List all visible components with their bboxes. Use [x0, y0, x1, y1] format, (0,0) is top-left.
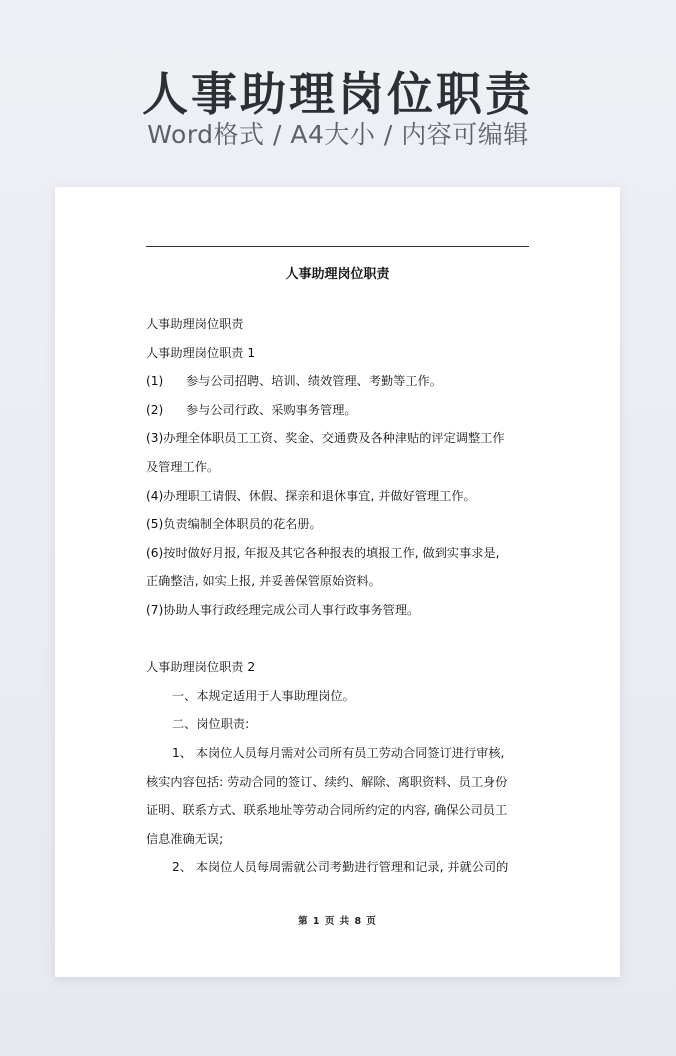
body-line: 及管理工作。	[146, 459, 220, 474]
hero-title: 人事助理岗位职责	[142, 67, 534, 121]
body-line	[146, 396, 536, 425]
body-line: (6)按时做好月报, 年报及其它各种报表的填报工作, 做到实事求是,	[146, 545, 500, 560]
body-line: (5)负责编制全体职员的花名册。	[146, 517, 322, 532]
blank-line	[146, 625, 536, 654]
body-line: (3)办理全体职员工工资、奖金、交通费及各种津贴的评定调整工作	[146, 431, 505, 446]
body-line: (7)协助人事行政经理完成公司人事行政事务管理。	[146, 602, 420, 617]
body-line	[146, 367, 536, 396]
body-line: 核实内容包括: 劳动合同的签订、续约、解除、离职资料、员工身份	[146, 774, 508, 789]
document-title: 人事助理岗位职责	[285, 267, 390, 282]
item-number: (2)	[146, 402, 164, 417]
header-rule	[146, 246, 529, 247]
hero-subtitle: Word格式 / A4大小 / 内容可编辑	[147, 120, 529, 149]
item-text: 参与公司行政、采购事务管理。	[186, 402, 357, 417]
body-line: 二、岗位职责:	[172, 717, 250, 732]
document-body	[146, 310, 536, 882]
body-line: 1、 本岗位人员每月需对公司所有员工劳动合同签订进行审核,	[172, 745, 505, 760]
section-heading: 人事助理岗位职责 2	[146, 660, 256, 675]
body-line: 正确整洁, 如实上报, 并妥善保管原始资料。	[146, 574, 381, 589]
body-line: 信息准确无误;	[146, 831, 224, 846]
item-text: 参与公司招聘、培训、绩效管理、考勤等工作。	[186, 374, 442, 389]
body-line: 人事助理岗位职责	[146, 317, 244, 331]
section-heading: 人事助理岗位职责 1	[146, 345, 256, 360]
page-number-footer: 第 1 页 共 8 页	[298, 916, 377, 927]
body-line: 一、本规定适用于人事助理岗位。	[172, 688, 355, 703]
body-line: 2、 本岗位人员每周需就公司考勤进行管理和记录, 并就公司的	[172, 860, 509, 875]
body-line: 证明、联系方式、联系地址等劳动合同所约定的内容, 确保公司员工	[146, 803, 508, 818]
item-number: (1)	[146, 374, 164, 389]
document-page	[55, 187, 620, 977]
body-line: (4)办理职工请假、休假、探亲和退休事宜, 并做好管理工作。	[146, 488, 476, 503]
